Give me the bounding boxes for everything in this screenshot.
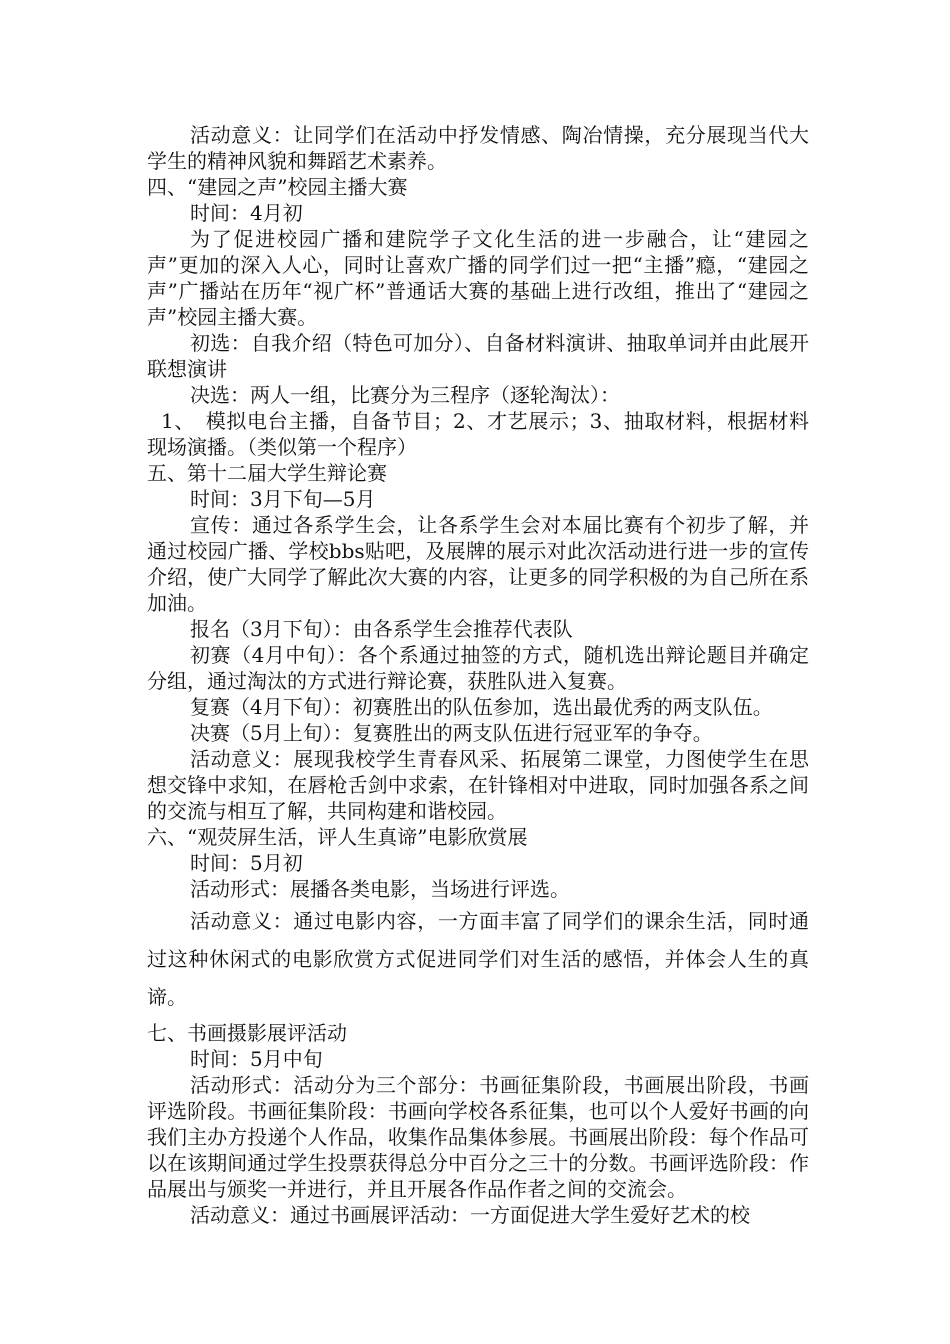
- paragraph-time: 时间：5月初: [190, 851, 303, 875]
- heading-section-5: 五、第十二届大学生辩论赛: [147, 461, 387, 485]
- paragraph-final-round: 决赛（5月上旬）：复赛胜出的两支队伍进行冠亚军的争夺。: [190, 721, 713, 745]
- heading-section-7: 七、书画摄影展评活动: [147, 1021, 347, 1045]
- paragraph-first-round: 初赛（4月中旬）：各个系通过抽签的方式，随机选出辩论题目并确定分组，通过淘汰的方式进行辩论赛，获胜队进入复赛。: [147, 643, 809, 693]
- list-item-procedures: 1、 模拟电台主播，自备节目；2、才艺展示；3、抽取材料，根据材料现场演播。（类似第一个程序）: [147, 409, 809, 459]
- paragraph-art-significance: 活动意义：通过书画展评活动：一方面促进大学生爱好艺术的校: [190, 1203, 750, 1227]
- paragraph-registration: 报名（3月下旬）：由各系学生会推荐代表队: [190, 617, 573, 641]
- heading-section-4: 四、“建园之声”校园主播大赛: [147, 175, 408, 199]
- paragraph-final-selection: 决选：两人一组，比赛分为三程序（逐轮淘汰）：: [190, 383, 620, 407]
- paragraph-art-format: 活动形式：活动分为三个部分：书画征集阶段，书画展出阶段，书画评选阶段。书画征集阶段：书画向学校各系征集，也可以个人爱好书画的向我们主办方投递个人作品，收集作品集体参展。书画展出阶段：每个作品可以在该期间通过学生投票获得总分中百分之三十的分数。书画评选阶段：作品展出与颁奖一并进行，并且开展各作品作者之间的交流会。: [147, 1073, 809, 1201]
- document-body: [147, 122, 809, 1228]
- paragraph-film-format: 活动形式：展播各类电影，当场进行评选。: [190, 877, 570, 901]
- paragraph-preliminary: 初选：自我介绍（特色可加分）、自备材料演讲、抽取单词并由此展开联想演讲: [147, 331, 809, 381]
- paragraph-second-round: 复赛（4月下旬）：初赛胜出的队伍参加，选出最优秀的两支队伍。: [190, 695, 773, 719]
- heading-section-6: 六、“观荧屏生活，评人生真谛”电影欣赏展: [147, 825, 528, 849]
- paragraph-time: 时间：4月初: [190, 201, 303, 225]
- paragraph-time: 时间：3月下旬—5月: [190, 487, 376, 511]
- paragraph-intro: 为了促进校园广播和建院学子文化生活的进一步融合，让“建园之声”更加的深入人心，同时让喜欢广播的同学们过一把“主播”瘾，“建园之声”广播站在历年“视广杯”普通话大赛的基础上进行改组，推出了“建园之声”校园主播大赛。: [147, 227, 809, 329]
- paragraph-dance-significance: 活动意义：让同学们在活动中抒发情感、陶冶情操，充分展现当代大学生的精神风貌和舞蹈艺术素养。: [147, 123, 809, 173]
- paragraph-debate-significance: 活动意义：展现我校学生青春风采、拓展第二课堂，力图使学生在思想交锋中求知，在唇枪舌剑中求索，在针锋相对中进取，同时加强各系之间的交流与相互了解，共同构建和谐校园。: [147, 747, 809, 823]
- paragraph-time: 时间：5月中旬: [190, 1047, 323, 1071]
- paragraph-film-significance: 活动意义：通过电影内容，一方面丰富了同学们的课余生活，同时通过这种休闲式的电影欣赏方式促进同学们对生活的感悟，并体会人生的真谛。: [147, 909, 809, 1009]
- paragraph-publicity: 宣传：通过各系学生会，让各系学生会对本届比赛有个初步了解，并通过校园广播、学校bbs贴吧，及展牌的展示对此次活动进行进一步的宣传介绍，使广大同学了解此次大赛的内容，让更多的同学积极的为自己所在系加油。: [147, 513, 809, 615]
